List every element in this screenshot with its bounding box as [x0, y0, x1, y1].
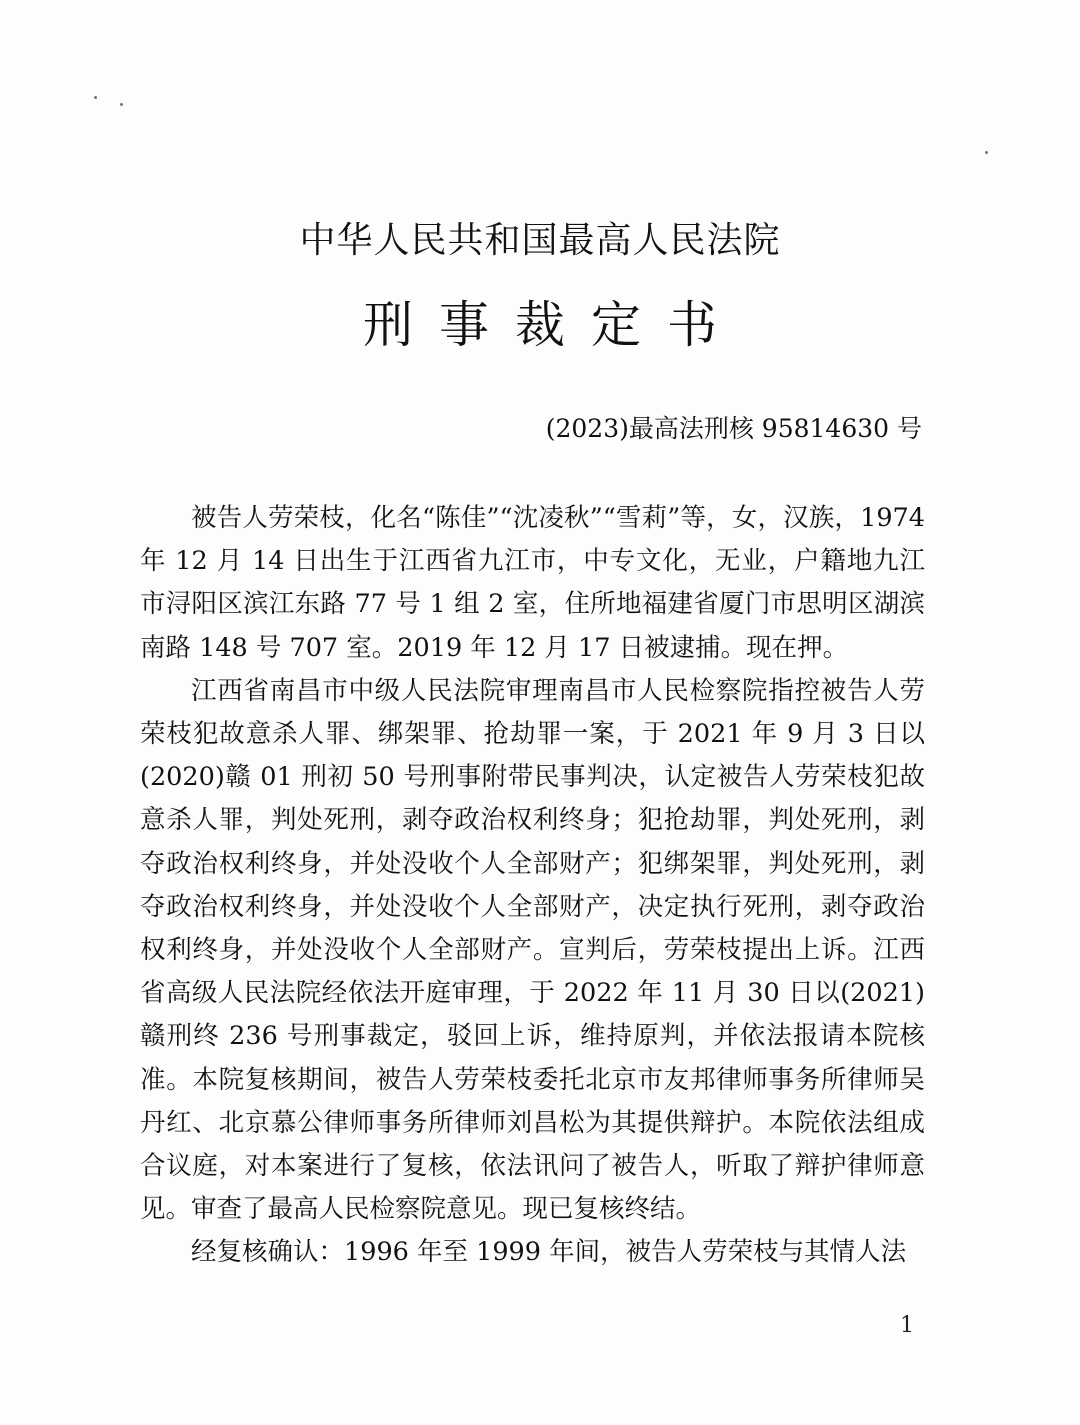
- paragraph-review-findings: 经复核确认：1996 年至 1999 年间，被告人劳荣枝与其情人法: [191, 1237, 907, 1268]
- scan-speck: [985, 151, 988, 154]
- paragraph-case-history: 江西省南昌市中级人民法院审理南昌市人民检察院指控被告人劳荣枝犯故意杀人罪、绑架罪、抢劫罪一案，于 2021 年 9 月 3 日以(2020)赣 01 刑初 50 号刑事附带民事判决，认定被告人劳荣枝犯故意杀人罪，判处死刑，剥夺政治权利终身；犯抢劫罪，判处死刑，剥夺政治权利终身，并处没收个人全部财产；犯绑架罪，判处死刑，剥夺政治权利终身，并处没收个人全部财产，决定执行死刑，剥夺政治权利终身，并处没收个人全部财产。宣判后，劳荣枝提出上诉。江西省高级人民法院经依法开庭审理，于 2022 年 11 月 30 日以(2021)赣刑终 236 号刑事裁定，驳回上诉，维持原判，并依法报请本院核准。本院复核期间，被告人劳荣枝委托北京市友邦律师事务所律师吴丹红、北京慕公律师事务所律师刘昌松为其提供辩护。本院依法组成合议庭，对本案进行了复核，依法讯问了被告人，听取了辩护律师意见。审查了最高人民检察院意见。现已复核终结。: [140, 675, 925, 1225]
- page-number: 1: [900, 1313, 914, 1338]
- paragraph-defendant-info: 被告人劳荣枝，化名“陈佳”“沈凌秋”“雪莉”等，女，汉族，1974 年 12 月 14 日出生于江西省九江市，中专文化，无业，户籍地九江市浔阳区滨江东路 77 号 1 组 2 室，住所地福建省厦门市思明区湖滨南路 148 号 707 室。2019 年 12 月 17 日被逮捕。现在押。: [140, 503, 925, 663]
- court-name: 中华人民共和国最高人民法院: [299, 220, 781, 261]
- document-body: [140, 497, 925, 1275]
- case-number: (2023)最高法刑核 95814630 号: [545, 414, 922, 443]
- scan-speck: [120, 103, 123, 106]
- scan-speck: [94, 96, 97, 99]
- document-type-title: 刑事裁定书: [363, 296, 743, 354]
